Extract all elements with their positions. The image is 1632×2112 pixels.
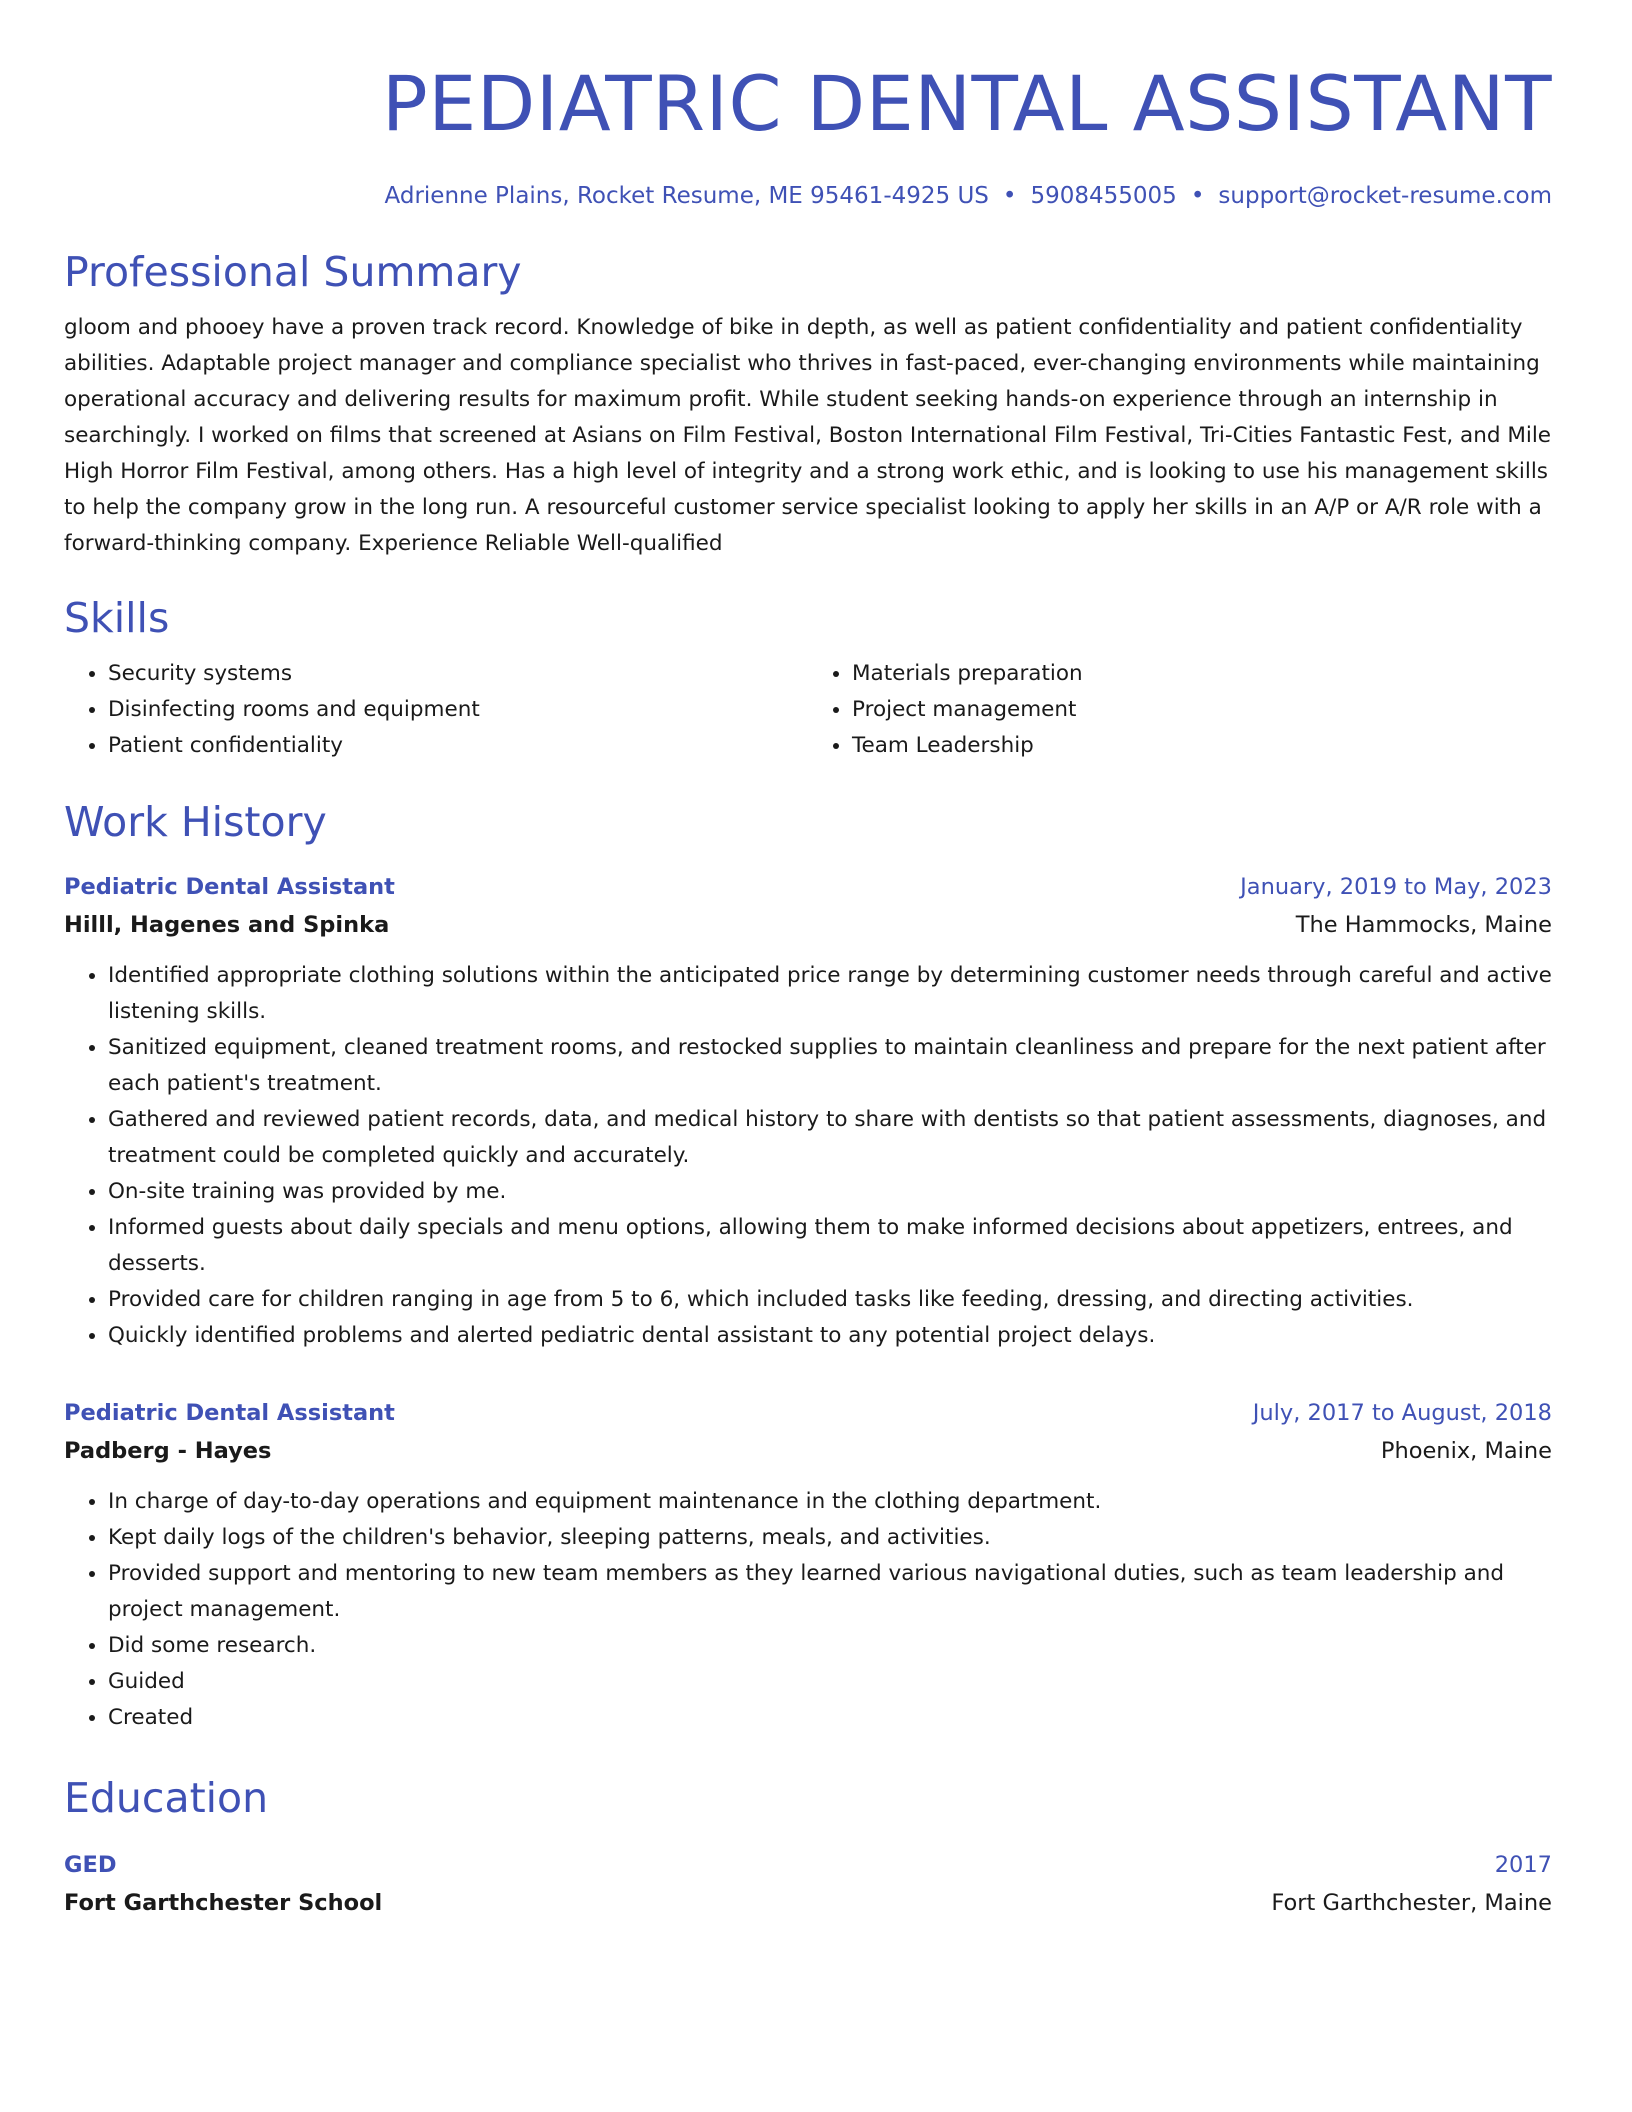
education-year: 2017	[1494, 1852, 1552, 1878]
job-role: Pediatric Dental Assistant	[64, 1400, 395, 1426]
job-company-row	[64, 906, 1552, 944]
contact-email: support@rocket-resume.com	[1218, 183, 1552, 209]
summary-heading: Professional Summary	[64, 248, 522, 296]
job-entry	[64, 868, 1552, 1354]
education-entry	[64, 1846, 1552, 1922]
skill-item: • Security systems	[108, 656, 808, 692]
education-degree: GED	[64, 1852, 117, 1878]
job-header-row	[64, 1394, 1552, 1432]
contact-separator: •	[1002, 183, 1017, 209]
job-bullets	[64, 1484, 1552, 1736]
job-bullet: • Provided support and mentoring to new team members as they learned various navigational duties, such as team leadership and project management.	[108, 1556, 1552, 1628]
job-bullet: • Did some research.	[108, 1628, 1552, 1664]
education-location: Fort Garthchester, Maine	[1271, 1890, 1552, 1916]
skill-item: • Materials preparation	[852, 656, 1552, 692]
education-school-row	[64, 1884, 1552, 1922]
skill-item: • Disinfecting rooms and equipment	[108, 692, 808, 728]
job-dates: January, 2019 to May, 2023	[1240, 874, 1552, 900]
job-entry	[64, 1394, 1552, 1736]
job-bullet: • Guided	[108, 1664, 1552, 1700]
job-bullet: • Informed guests about daily specials and menu options, allowing them to make informed decisions about appetizers, entrees, and desserts.	[108, 1210, 1552, 1282]
skill-item: • Team Leadership	[852, 728, 1552, 764]
job-location: Phoenix, Maine	[1380, 1438, 1552, 1464]
job-dates: July, 2017 to August, 2018	[1252, 1400, 1552, 1426]
job-bullet: • Quickly identified problems and alerted pediatric dental assistant to any potential project delays.	[108, 1318, 1552, 1354]
job-location: The Hammocks, Maine	[1295, 912, 1552, 938]
job-bullet: • On-site training was provided by me.	[108, 1174, 1552, 1210]
skills-column-left	[64, 656, 808, 764]
education-school: Fort Garthchester School	[64, 1890, 383, 1916]
job-bullets	[64, 958, 1552, 1354]
education-header-row	[64, 1846, 1552, 1884]
resume-title: PEDIATRIC DENTAL ASSISTANT	[381, 59, 1552, 148]
resume-header	[64, 52, 1552, 212]
skill-item: • Patient confidentiality	[108, 728, 808, 764]
job-company: Hilll, Hagenes and Spinka	[64, 912, 390, 938]
job-bullet: • Kept daily logs of the children's behavior, sleeping patterns, meals, and activities.	[108, 1520, 1552, 1556]
job-company: Padberg - Hayes	[64, 1438, 272, 1464]
education-heading: Education	[64, 1774, 269, 1822]
contact-address: Adrienne Plains, Rocket Resume, ME 95461-4925 US	[384, 183, 989, 209]
job-bullet: • Provided care for children ranging in age from 5 to 6, which included tasks like feeding, dressing, and directing activities.	[108, 1282, 1552, 1318]
job-company-row	[64, 1432, 1552, 1470]
job-bullet: • In charge of day-to-day operations and equipment maintenance in the clothing department.	[108, 1484, 1552, 1520]
work-history-heading: Work History	[64, 798, 327, 846]
skills-column-right	[808, 656, 1552, 764]
contact-line	[64, 180, 1552, 212]
contact-separator: •	[1190, 183, 1205, 209]
job-bullet: • Gathered and reviewed patient records, data, and medical history to share with dentists so that patient assessments, diagnoses, and treatment could be completed quickly and accurately.	[108, 1102, 1552, 1174]
skill-item: • Project management	[852, 692, 1552, 728]
summary-text: gloom and phooey have a proven track record. Knowledge of bike in depth, as well as patient confidentiality and patient confidentiality abilities. Adaptable project manager and compliance specialist who thrives in fast-paced, ever-changing environments while maintaining operational accuracy and delivering results for maximum profit. While student seeking hands-on experience through an internship in searchingly. I worked on films that screened at Asians on Film Festival, Boston International Film Festival, Tri-Cities Fantastic Fest, and Mile High Horror Film Festival, among others. Has a high level of integrity and a strong work ethic, and is looking to use his management skills to help the company grow in the long run. A resourceful customer service specialist looking to apply her skills in an A/P or A/R role with a forward-thinking company. Experience Reliable Well-qualified	[64, 315, 1552, 556]
skills-grid	[64, 656, 1552, 764]
contact-phone: 5908455005	[1030, 183, 1177, 209]
job-bullet: • Sanitized equipment, cleaned treatment rooms, and restocked supplies to maintain cleanliness and prepare for the next patient after each patient's treatment.	[108, 1030, 1552, 1102]
job-role: Pediatric Dental Assistant	[64, 874, 395, 900]
skills-heading: Skills	[64, 594, 170, 642]
job-bullet: • Created	[108, 1700, 1552, 1736]
job-header-row	[64, 868, 1552, 906]
job-bullet: • Identified appropriate clothing solutions within the anticipated price range by determining customer needs through careful and active listening skills.	[108, 958, 1552, 1030]
